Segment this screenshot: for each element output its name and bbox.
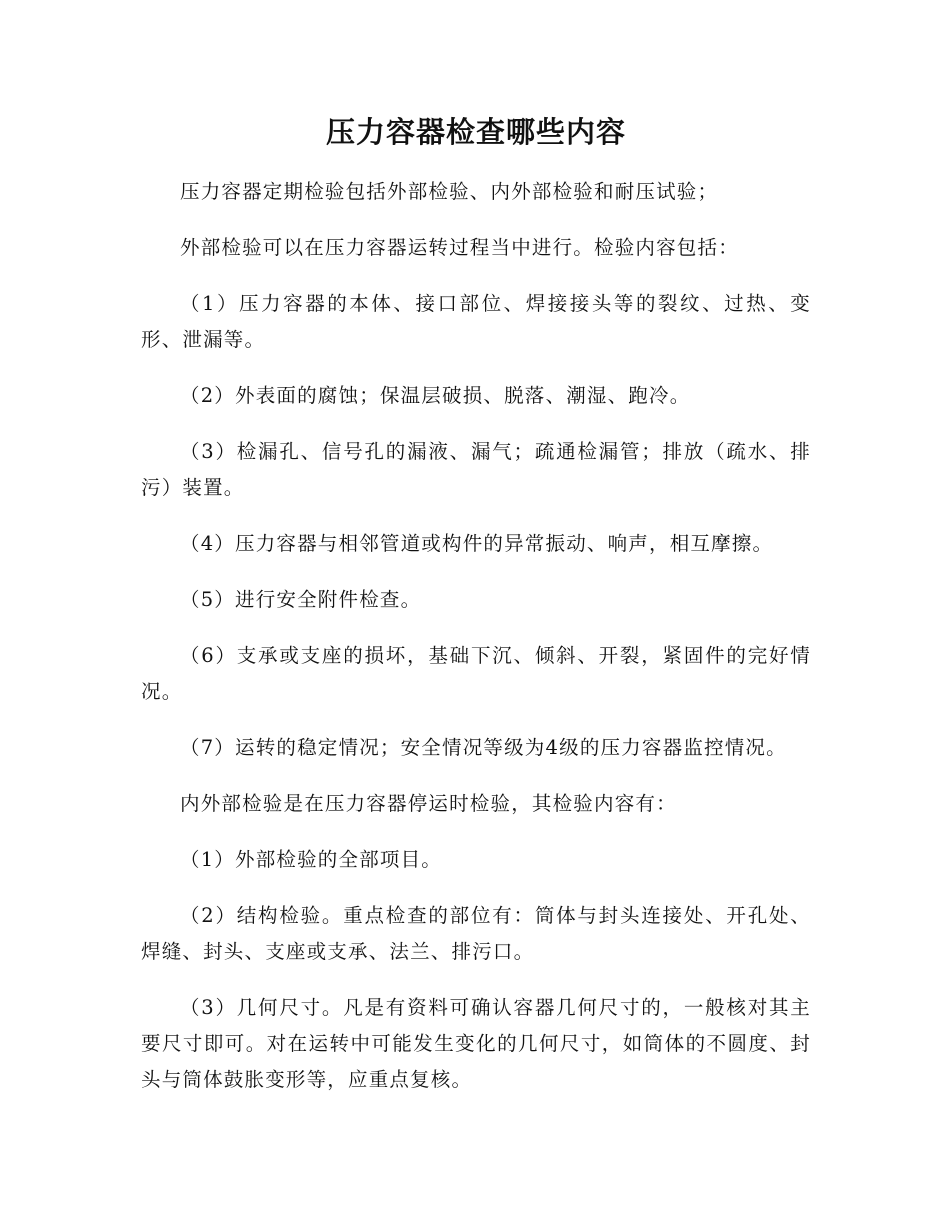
paragraph-external-item-5: （5）进行安全附件检查。 — [180, 588, 422, 611]
paragraph-internal-item-1: （1）外部检验的全部项目。 — [180, 848, 443, 871]
paragraph-external-item-7: （7）运转的稳定情况；安全情况等级为4级的压力容器监控情况。 — [180, 736, 787, 759]
document-title: 压力容器检查哪些内容 — [325, 115, 626, 149]
paragraph-intro: 压力容器定期检验包括外部检验、内外部检验和耐压试验； — [180, 180, 719, 203]
paragraph-internal-item-2: （2）结构检验。重点检查的部位有：筒体与封头连接处、开孔处、焊缝、封头、支座或支承、法兰、排污口。 — [141, 904, 811, 963]
paragraph-internal-item-3: （3）几何尺寸。凡是有资料可确认容器几何尺寸的，一般核对其主要尺寸即可。对在运转中可能发生变化的几何尺寸，如筒体的不圆度、封头与筒体鼓胀变形等，应重点复核。 — [141, 996, 811, 1091]
document-page — [141, 104, 811, 1118]
paragraph-external-item-6: （6）支承或支座的损坏，基础下沉、倾斜、开裂，紧固件的完好情况。 — [141, 644, 811, 703]
paragraph-external-inspection: 外部检验可以在压力容器运转过程当中进行。检验内容包括： — [180, 236, 739, 259]
paragraph-external-item-1: （1）压力容器的本体、接口部位、焊接接头等的裂纹、过热、变形、泄漏等。 — [141, 292, 811, 351]
paragraph-external-item-3: （3）检漏孔、信号孔的漏液、漏气；疏通检漏管；排放（疏水、排污）装置。 — [141, 440, 811, 499]
paragraph-external-item-4: （4）压力容器与相邻管道或构件的异常振动、响声，相互摩擦。 — [180, 532, 774, 555]
paragraph-external-item-2: （2）外表面的腐蚀；保温层破损、脱落、潮湿、跑冷。 — [180, 384, 691, 407]
paragraph-internal-inspection: 内外部检验是在压力容器停运时检验，其检验内容有： — [180, 792, 677, 815]
